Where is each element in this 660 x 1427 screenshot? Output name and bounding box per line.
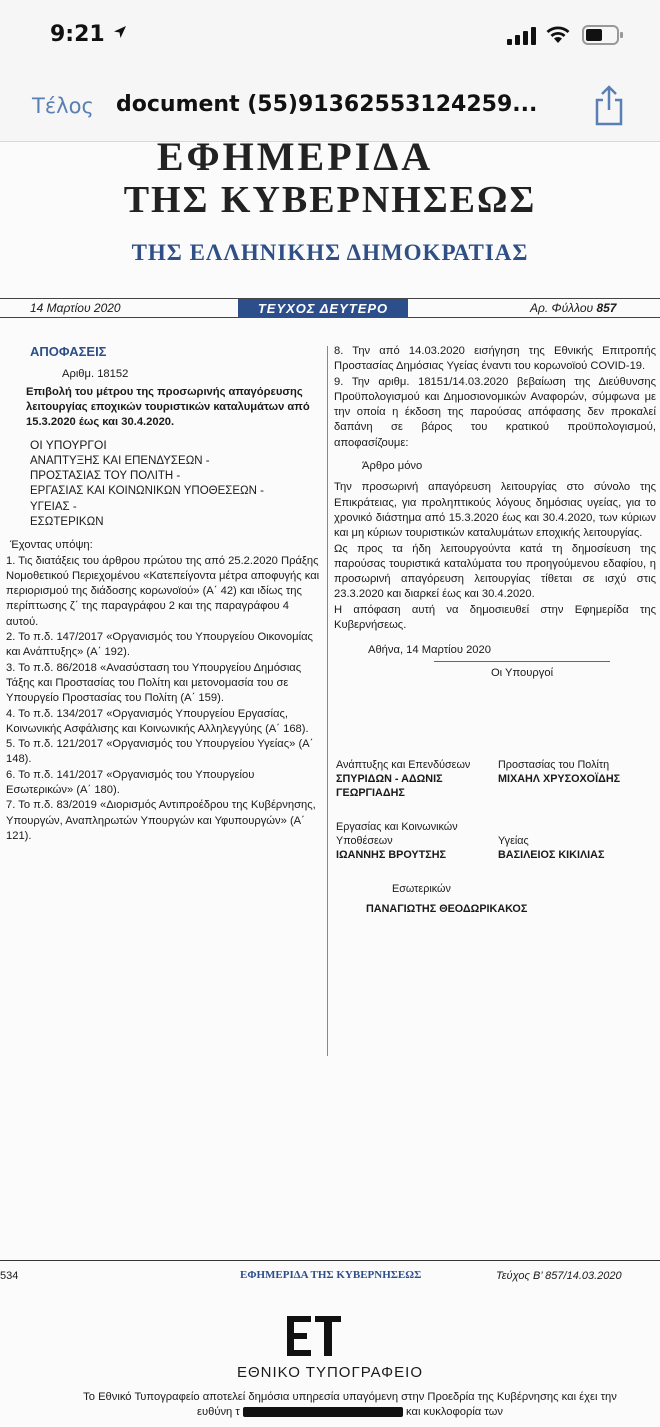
article-heading: Άρθρο μόνο bbox=[362, 460, 423, 473]
signature-role: Εσωτερικών bbox=[392, 883, 451, 895]
done-button[interactable]: Τέλος bbox=[32, 94, 94, 118]
article-paragraph: Την προσωρινή απαγόρευση λειτουργίας στο σύνολο της Επικράτειας, για προληπτικούς λόγους δημόσιας υγείας, για το χρονικό διάστημα από 15.3.2020 έως και 30.4.2020, των κύριων και μη κύριων τουριστικών καταλυμάτων εποχικής λειτουργίας. bbox=[334, 481, 656, 540]
signature-role: Προστασίας του Πολίτη bbox=[498, 759, 610, 771]
issue-series: ΤΕΥΧΟΣ ΔΕΥΤΕΡΟ bbox=[238, 299, 408, 318]
article-paragraph: Ως προς τα ήδη λειτουργούντα κατά τη δημοσίευση της παρούσας τουριστικά καταλύματα του προηγούμενου εδαφίου, η προσωρινή απαγόρευση λειτουργίας τίθεται σε ισχύ στις 23.3.2020 και διαρκεί έως και 30.4.2020. bbox=[334, 542, 656, 601]
national-printing-office-logo bbox=[287, 1316, 341, 1356]
printing-office-name: ΕΘΝΙΚΟ ΤΥΠΟΓΡΑΦΕΙΟ bbox=[237, 1364, 423, 1381]
issue-bar bbox=[0, 298, 660, 318]
wifi-icon bbox=[545, 24, 571, 44]
masthead-line2: ΤΗΣ ΚΥΒΕΡΝΗΣΕΩΣ bbox=[123, 179, 537, 221]
recital-item: 5. Το π.δ. 121/2017 «Οργανισμός του Υπουργείου Υγείας» (Α΄ 148). bbox=[6, 738, 314, 766]
having-regard: Έχοντας υπόψη: bbox=[10, 539, 93, 552]
masthead-line1: ΕΦΗΜΕΡΙΔΑ bbox=[156, 142, 434, 172]
decision-title: Επιβολή του μέτρου της προσωρινής απαγόρευσης λειτουργίας εποχικών τουριστικών καταλυμάτων από 15.3.2020 έως και 30.4.2020. bbox=[26, 385, 310, 429]
column-divider bbox=[327, 346, 328, 1056]
ministers-heading: ΟΙ ΥΠΟΥΡΓΟΙ bbox=[30, 438, 107, 453]
document-title: document (55)91362553124259... bbox=[116, 92, 538, 117]
signature-block bbox=[336, 758, 496, 800]
masthead-line3: ΤΗΣ ΕΛΛΗΝΙΚΗΣ ΔΗΜΟΚΡΑΤΙΑΣ bbox=[131, 240, 529, 265]
signature-role: Υγείας bbox=[498, 835, 529, 847]
signature-block bbox=[336, 820, 496, 862]
footer-issue-ref: Τεύχος Β’ 857/14.03.2020 bbox=[496, 1270, 622, 1282]
printing-office-text-start: Το Εθνικό Τυπογραφείο αποτελεί δημόσια υπηρεσία υπαγόμενη στην Προεδρία της Κυβέρνησης και έχει την ευθύνη τ bbox=[83, 1391, 617, 1418]
printing-office-text-end: και κυκλοφορία των bbox=[406, 1406, 503, 1418]
issue-date: 14 Μαρτίου 2020 bbox=[30, 301, 121, 315]
document-page[interactable] bbox=[0, 142, 660, 1427]
page-number: 534 bbox=[0, 1270, 19, 1282]
cellular-signal-icon bbox=[507, 27, 539, 45]
battery-icon bbox=[582, 24, 624, 46]
ministry: ΥΓΕΙΑΣ - bbox=[30, 500, 77, 513]
browser-toolbar bbox=[0, 70, 660, 142]
right-column bbox=[334, 344, 656, 681]
place-date: Αθήνα, 14 Μαρτίου 2020 bbox=[368, 644, 491, 657]
signature-name: ΜΙΧΑΗΛ ΧΡΥΣΟΧΟΪΔΗΣ bbox=[498, 773, 621, 785]
signature-name: ΠΑΝΑΓΙΩΤΗΣ ΘΕΟΔΩΡΙΚΑΚΟΣ bbox=[366, 903, 528, 915]
footer-masthead: ΕΦΗΜΕΡΙΔΑ ΤΗΣ ΚΥΒΕΡΝΗΣΕΩΣ bbox=[240, 1269, 422, 1281]
article-paragraph: Η απόφαση αυτή να δημοσιευθεί στην Εφημερίδα της Κυβερνήσεως. bbox=[334, 603, 656, 632]
share-icon[interactable] bbox=[592, 84, 626, 126]
signature-block bbox=[498, 758, 658, 786]
sheet-no: 857 bbox=[596, 301, 617, 315]
recital-item: 7. Το π.δ. 83/2019 «Διορισμός Αντιπροέδρου της Κυβέρνησης, Υπουργών, Αναπληρωτών Υπουργών και Υφυπουργών» (Α΄ 121). bbox=[6, 799, 316, 842]
signature-role: Ανάπτυξης και Επενδύσεων bbox=[336, 759, 471, 771]
sheet-number bbox=[530, 301, 616, 315]
recital-item: 9. Την αριθμ. 18151/14.03.2020 βεβαίωση της Διεύθυνσης Προϋπολογισμού και Δημοσιονομικών Αναφορών, σύμφωνα με την οποία η έκδοση της παρούσας απόφασης δεν προκαλεί δαπάνη σε βάρος του κρατικού προϋπολογισμού, αποφασίζουμε: bbox=[334, 375, 656, 449]
recital-item: 6. Το π.δ. 141/2017 «Οργανισμός του Υπουργείου Εσωτερικών» (Α΄ 180). bbox=[6, 768, 255, 797]
signature-block bbox=[498, 834, 658, 862]
recital-item: 4. Το π.δ. 134/2017 «Οργανισμός Υπουργείου Εργασίας, Κοινωνικής Ασφάλισης και Κοινωνικής Αλληλεγγύης (Α΄ 168). bbox=[6, 707, 309, 735]
signature-role: Εργασίας και Κοινωνικών Υποθέσεων bbox=[336, 821, 458, 847]
section-heading: ΑΠΟΦΑΣΕΙΣ bbox=[30, 344, 107, 359]
signature-block bbox=[366, 882, 586, 916]
recital-item: 8. Την από 14.03.2020 εισήγηση της Εθνικής Επιτροπής Προστασίας Δημόσιας Υγείας έναντι του κορωνοϊού COVID-19. bbox=[334, 345, 656, 373]
recital-item: 3. Το π.δ. 86/2018 «Ανασύσταση του Υπουργείου Δημόσιας Τάξης και Προστασίας του Πολίτη και μετονομασία του σε Υπουργείο Προστασίας του Πολίτη (Α΄ 159). bbox=[6, 661, 302, 705]
ministry: ΑΝΑΠΤΥΞΗΣ ΚΑΙ ΕΠΕΝΔΥΣΕΩΝ - bbox=[30, 454, 210, 467]
status-bar bbox=[0, 0, 660, 70]
sheet-label: Αρ. Φύλλου bbox=[530, 301, 594, 315]
ministry: ΠΡΟΣΤΑΣΙΑΣ ΤΟΥ ΠΟΛΙΤΗ - bbox=[30, 470, 181, 483]
ministry: ΕΡΓΑΣΙΑΣ ΚΑΙ ΚΟΙΝΩΝΙΚΩΝ ΥΠΟΘΕΣΕΩΝ - bbox=[30, 485, 264, 498]
redaction-mark bbox=[243, 1407, 403, 1417]
footer-rule bbox=[0, 1260, 660, 1261]
recital-item: 2. Το π.δ. 147/2017 «Οργανισμός του Υπουργείου Οικονομίας και Ανάπτυξης» (Α΄ 192). bbox=[6, 631, 313, 659]
ministry: ΕΣΩΤΕΡΙΚΩΝ bbox=[30, 515, 104, 528]
printing-office-text bbox=[70, 1390, 630, 1420]
status-time: 9:21 bbox=[50, 22, 105, 47]
signature-name: ΒΑΣΙΛΕΙΟΣ ΚΙΚΙΛΙΑΣ bbox=[498, 849, 605, 861]
left-column bbox=[6, 344, 320, 844]
signature-name: ΣΠΥΡΙΔΩΝ - ΑΔΩΝΙΣ ΓΕΩΡΓΙΑΔΗΣ bbox=[336, 773, 443, 799]
location-arrow-icon bbox=[112, 24, 128, 40]
signature-name: ΙΩΑΝΝΗΣ ΒΡΟΥΤΣΗΣ bbox=[336, 849, 446, 861]
ministers-label: Οι Υπουργοί bbox=[434, 661, 610, 681]
decision-number: Αριθμ. 18152 bbox=[62, 368, 129, 381]
recital-item: 1. Τις διατάξεις του άρθρου πρώτου της από 25.2.2020 Πράξης Νομοθετικού Περιεχομένου «Κατεπείγοντα μέτρα αποφυγής και περιορισμού της διάδοσης κορωνοϊού» (Α΄ 42) και ιδίως της περίπτωσης ζ΄ της παραγράφου 2 και της παραγράφου 4 αυτού. bbox=[6, 554, 320, 628]
